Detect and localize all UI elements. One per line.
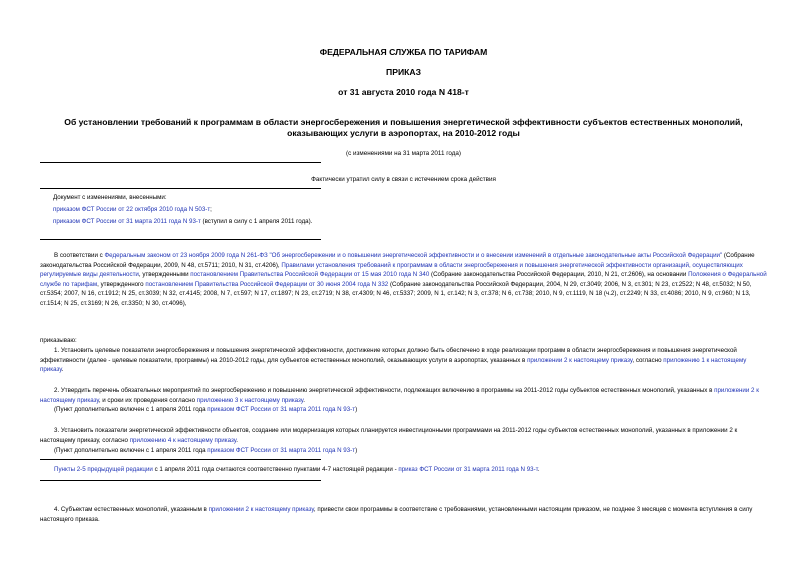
amendments-block xyxy=(53,192,312,228)
preamble-paragraph xyxy=(40,251,769,309)
paragraph-text: 1. Установить целевые показатели энергосбережения и повышения энергетической эффективности, достижение которых должно быть обеспечено в ходе реализации программ в области энергосбережения и повышения энергетической эффективности (далее - целевые показатели, программы) на 2010-2012 годы, для субъектов естественных монополий, оказывающих услуги в аэропортах, указанных в xyxy=(40,347,737,364)
document-link[interactable]: приложении 2 к настоящему приказу xyxy=(40,387,759,404)
item-1-paragraph xyxy=(40,346,769,375)
document-link[interactable]: приложении 2 к настоящему приказу xyxy=(527,356,633,364)
document-link[interactable]: Положения о Федеральной службе по тарифам xyxy=(40,271,767,288)
paragraph-text: , и сроки их проведения согласно xyxy=(98,396,197,404)
paragraph-text: (Собрание законодательства Российской Федерации, 2009, N 48, ст.5711; 2010, N 31, ст.4206), xyxy=(40,252,755,269)
document-title: Об установлении требований к программам в области энергосбережения и повышения энергетической эффективности субъектов естественных монополий, оказывающих услуги в аэропортах, на 2010-2012 годы xyxy=(64,117,743,138)
document-date-number: от 31 августа 2010 года N 418-т xyxy=(338,87,469,97)
document-link[interactable]: приложению 1 к настоящему приказу xyxy=(40,356,747,374)
amendment-link[interactable]: приказом ФСТ России от 22 октября 2010 года N 503-т xyxy=(53,206,211,213)
item-4-paragraph xyxy=(40,505,769,524)
document-link[interactable]: приложению 4 к настоящему приказу xyxy=(129,436,237,444)
order-word: приказываю: xyxy=(40,337,77,344)
paragraph-text: . xyxy=(236,436,238,444)
paragraph-text: . xyxy=(303,396,306,404)
paragraph-text: 4. Субъектам естественных монополий, указанным в xyxy=(54,506,209,513)
amendment-item xyxy=(53,216,312,228)
document-type: ПРИКАЗ xyxy=(386,67,421,77)
document-link[interactable]: приказ ФСТ России от 31 марта 2011 года N 93-т xyxy=(398,466,538,473)
amendment-suffix: ; xyxy=(210,206,212,213)
paragraph-text: (Собрание законодательства Российской Федерации, 2004, N 29, ст.3049; 2006, N 3, ст.301; N 23, ст.2522; N 48, ст.5032; N 50, ст.5354; 2007, N 16, ст.1912; N 25, ст.3039; N 32, ст.4145; 2008, N 7, ст.597; N 17, ст.1897; N 23, ст.2719; N 38, ст.4309; N 46, ст.5337; 2009, N 1, ст.142; N 3, ст.378; N 6, ст.738; 2010, N 9, ст.1119, N 18 (ч.2), ст.2249; N 33, ст.4086; 2010, N 9, ст.960; N 13, ст.1514; N 25, ст.3169; N 26, ст.3350; N 30, ст.4096), xyxy=(40,280,752,307)
paragraph-text: . xyxy=(537,466,540,473)
divider xyxy=(40,162,321,163)
amendments-intro: Документ с изменениями, внесенными: xyxy=(53,194,167,201)
amendment-item xyxy=(53,204,312,216)
paragraph-text: (Пункт дополнительно включен с 1 апреля 2011 года xyxy=(54,406,208,413)
document-link[interactable]: приказом ФСТ России от 31 марта 2011 года N 93-т xyxy=(207,406,356,413)
paragraph-text: ) xyxy=(355,406,358,413)
paragraph-text: с 1 апреля 2011 года считаются соответственно пунктами 4-7 настоящей редакции - xyxy=(152,466,399,473)
item-2-note xyxy=(40,405,769,415)
document-link[interactable]: Федеральным законом от 23 ноября 2009 года N 261-ФЗ "Об энергосбережении и о повышении энергетической эффективности и о внесении изменений в отдельные законодательные акты Российской Федерации" xyxy=(104,252,723,259)
paragraph-text: , согласно xyxy=(632,356,664,364)
divider xyxy=(40,188,321,189)
divider xyxy=(40,239,321,240)
document-link[interactable]: приложении 2 к настоящему приказу xyxy=(208,506,314,513)
paragraph-text: , утвержденными xyxy=(138,271,191,279)
item-2-paragraph xyxy=(40,386,769,405)
document-link[interactable]: Пункты 2-5 предыдущей редакции xyxy=(54,466,153,473)
paragraph-text: . xyxy=(61,366,64,374)
document-link[interactable]: приложению 3 к настоящему приказу xyxy=(196,396,304,404)
item-3-note xyxy=(40,446,769,456)
paragraph-text: 2. Утвердить перечень обязательных мероприятий по энергосбережению и повышению энергетической эффективности, подлежащих включению в программы на 2011-2012 годы субъектов естественных монополий, указанных в xyxy=(54,387,715,394)
amendment-suffix: (вступил в силу с 1 апреля 2011 года). xyxy=(200,218,313,225)
divider xyxy=(40,459,321,460)
paragraph-text: , привести свои программы в соответствие с требованиями, установленными настоящим приказом, не позднее 3 месяцев с момента вступления в силу настоящего приказа. xyxy=(40,506,753,523)
paragraph-text: (Собрание законодательства Российской Федерации, 2010, N 21, ст.2606), на основании xyxy=(429,271,689,279)
divider xyxy=(40,480,321,481)
paragraph-text: , утвержденного xyxy=(97,280,146,288)
paragraph-text: (Пункт дополнительно включен с 1 апреля 2011 года xyxy=(54,447,208,454)
lost-force-note: Фактически утратил силу в связи с истечением срока действия xyxy=(311,176,496,183)
item-3-paragraph xyxy=(40,426,769,445)
document-link[interactable]: постановлением Правительства Российской Федерации от 30 июня 2004 года N 332 xyxy=(145,280,389,288)
previous-edition-note xyxy=(40,465,769,475)
document-link[interactable]: приказом ФСТ России от 31 марта 2011 года N 93-т xyxy=(207,447,356,454)
document-link[interactable]: Правилами установления требований к программам в области энергосбережения и повышения энергетической эффективности организаций, осуществляющих регулируемые виды деятельности xyxy=(40,261,743,279)
paragraph-text: В соответствии с xyxy=(54,252,105,259)
agency-name: ФЕДЕРАЛЬНАЯ СЛУЖБА ПО ТАРИФАМ xyxy=(319,47,488,57)
paragraph-text: 3. Установить показатели энергетической эффективности объектов, создание или модернизация которых планируется инвестиционными программами на 2011-2012 годы субъектов естественных монополий, указанных в приложении 2 к настоящему приказу, согласно xyxy=(40,427,738,444)
amendment-link[interactable]: приказом ФСТ России от 31 марта 2011 года N 93-т xyxy=(53,218,201,225)
paragraph-text: ) xyxy=(355,447,358,454)
document-link[interactable]: постановлением Правительства Российской Федерации от 15 мая 2010 года N 340 xyxy=(190,271,430,279)
changes-note: (с изменениями на 31 марта 2011 года) xyxy=(345,150,462,157)
